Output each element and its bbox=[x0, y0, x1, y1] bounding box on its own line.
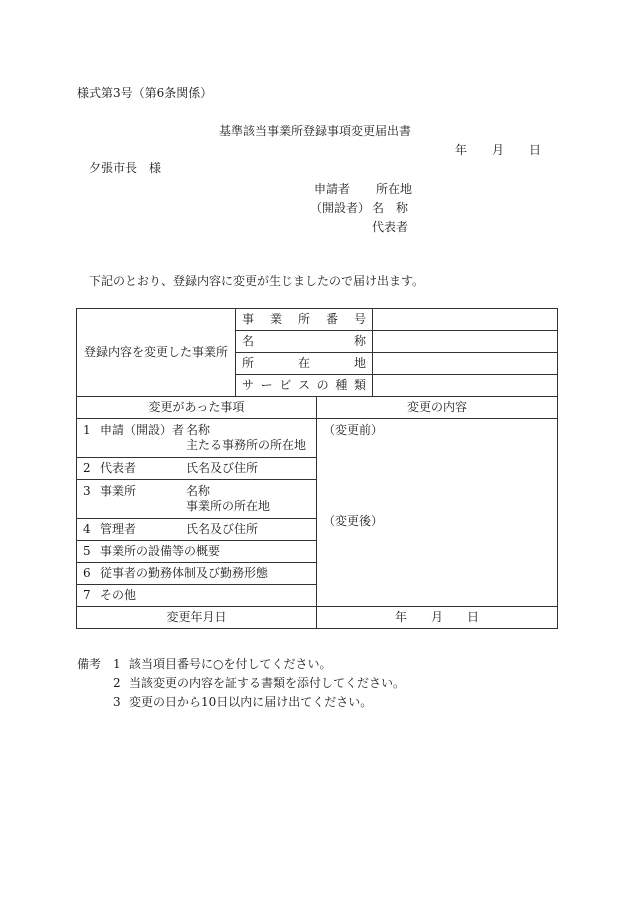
note-text: 変更の日から10日以内に届け出てください。 bbox=[129, 695, 373, 709]
change-content-header: 変更の内容 bbox=[317, 397, 558, 419]
note-number: 1 bbox=[113, 657, 121, 671]
change-content-field[interactable] bbox=[317, 419, 558, 607]
notes-block bbox=[77, 655, 405, 712]
change-item[interactable] bbox=[77, 519, 317, 541]
change-item-label: 事業所 bbox=[100, 484, 137, 498]
change-item-sub: 主たる事務所の所在地 bbox=[186, 438, 307, 452]
facility-row-label: 所在地 bbox=[236, 353, 373, 375]
applicant-role-sub-label: （開設者） bbox=[310, 201, 371, 215]
change-item-label: 代表者 bbox=[100, 461, 137, 475]
applicant-role-label: 申請者 bbox=[314, 182, 351, 196]
submission-date bbox=[455, 143, 541, 157]
facility-row-label: サービスの種類 bbox=[236, 375, 373, 397]
change-item-label: 従事者の勤務体制及び勤務形態 bbox=[100, 566, 269, 580]
facility-name-field[interactable] bbox=[373, 331, 558, 353]
change-item-sub: 事業所の所在地 bbox=[186, 499, 271, 513]
document-title: 基準該当事業所登録事項変更届出書 bbox=[219, 124, 412, 138]
change-item-number: 4 bbox=[83, 522, 91, 536]
after-label: （変更後） bbox=[323, 514, 384, 528]
change-item-sub: 氏名及び住所 bbox=[186, 461, 259, 475]
change-item[interactable] bbox=[77, 563, 317, 585]
applicant-rep-label: 代表者 bbox=[372, 220, 409, 234]
change-item-number: 7 bbox=[83, 588, 91, 602]
change-item-label: 事業所の設備等の概要 bbox=[100, 544, 221, 558]
before-label: （変更前） bbox=[323, 423, 384, 437]
intro-text: 下記のとおり、登録内容に変更が生じましたので届け出ます。 bbox=[89, 274, 425, 288]
change-item-label: その他 bbox=[100, 588, 137, 602]
change-item[interactable] bbox=[77, 585, 317, 607]
change-item-sub: 氏名及び住所 bbox=[186, 522, 259, 536]
change-item-label: 管理者 bbox=[100, 522, 137, 536]
change-item-number: 1 bbox=[83, 423, 91, 437]
addressee: 夕張市長 様 bbox=[89, 161, 162, 175]
applicant-block bbox=[310, 180, 412, 237]
change-item-sub: 名称 bbox=[186, 423, 211, 437]
note-number: 2 bbox=[113, 676, 121, 690]
change-item[interactable] bbox=[77, 419, 317, 458]
date-day-label: 日 bbox=[529, 143, 542, 157]
form-number-label: 様式第3号（第6条関係） bbox=[77, 86, 213, 100]
change-item-number: 2 bbox=[83, 461, 91, 475]
change-item-sub: 名称 bbox=[186, 484, 211, 498]
changed-item-header: 変更があった事項 bbox=[77, 397, 317, 419]
facility-address-field[interactable] bbox=[373, 353, 558, 375]
facility-number-field[interactable] bbox=[373, 309, 558, 331]
note-number: 3 bbox=[113, 695, 121, 709]
change-item-number: 5 bbox=[83, 544, 91, 558]
facility-row-label: 事業所番号 bbox=[236, 309, 373, 331]
facility-group-label: 登録内容を変更した事業所 bbox=[77, 309, 236, 397]
note-text: 当該変更の内容を証する書類を添付してください。 bbox=[129, 676, 406, 690]
change-date-field[interactable]: 年 月 日 bbox=[317, 607, 558, 629]
applicant-address-label: 所在地 bbox=[376, 182, 413, 196]
change-item-label: 申請（開設）者 bbox=[100, 423, 185, 437]
change-item[interactable] bbox=[77, 541, 317, 563]
change-item[interactable] bbox=[77, 458, 317, 480]
date-year-label: 年 bbox=[455, 143, 468, 157]
change-date-label: 変更年月日 bbox=[77, 607, 317, 629]
applicant-name-label: 名 称 bbox=[372, 201, 409, 215]
facility-row-label: 名称 bbox=[236, 331, 373, 353]
change-item-number: 3 bbox=[83, 484, 91, 498]
change-form-table bbox=[76, 308, 558, 629]
change-item[interactable] bbox=[77, 480, 317, 519]
service-type-field[interactable] bbox=[373, 375, 558, 397]
date-month-label: 月 bbox=[492, 143, 505, 157]
note-text: 該当項目番号に○を付してください。 bbox=[129, 657, 332, 671]
notes-heading: 備考 bbox=[77, 657, 102, 671]
change-item-number: 6 bbox=[83, 566, 91, 580]
